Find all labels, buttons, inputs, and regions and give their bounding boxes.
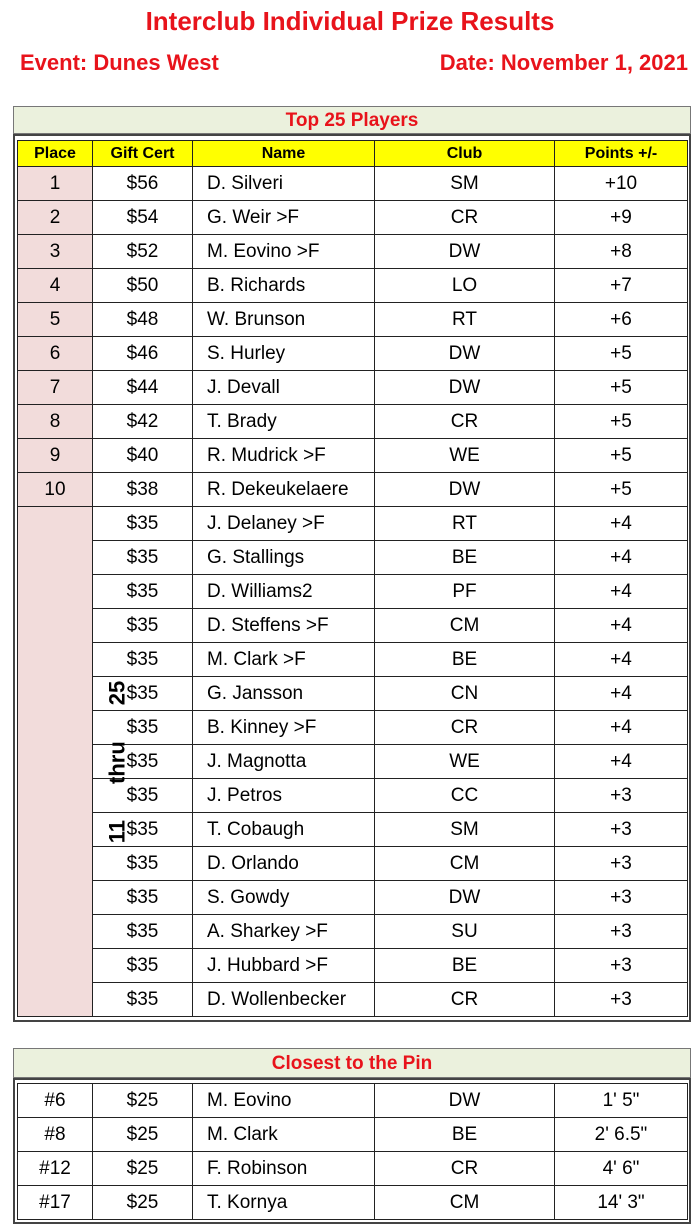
club-cell: RT [375, 303, 555, 337]
gift-cert-cell: $46 [93, 337, 193, 371]
points-cell: +6 [555, 303, 688, 337]
player-name-cell: D. Orlando [193, 847, 375, 881]
points-cell: +4 [555, 643, 688, 677]
club-cell: CN [375, 677, 555, 711]
table-row [18, 983, 688, 1017]
club-cell: PF [375, 575, 555, 609]
top25-header-row [18, 141, 688, 167]
club-cell: CM [375, 609, 555, 643]
table-row [18, 201, 688, 235]
place-cell: 8 [18, 405, 93, 439]
club-cell: SM [375, 813, 555, 847]
points-cell: +4 [555, 575, 688, 609]
points-cell: +4 [555, 609, 688, 643]
place-cell: 2 [18, 201, 93, 235]
club-cell: DW [375, 1084, 555, 1118]
place-cell: 7 [18, 371, 93, 405]
points-cell: +8 [555, 235, 688, 269]
place-range-cell [18, 507, 130, 1017]
club-cell: CR [375, 201, 555, 235]
points-cell: +3 [555, 949, 688, 983]
hole-cell: #8 [18, 1118, 93, 1152]
table-row [18, 235, 688, 269]
gift-cert-cell: $48 [93, 303, 193, 337]
place-cell: 10 [18, 473, 93, 507]
col-header-place: Place [18, 141, 93, 167]
points-cell: +5 [555, 371, 688, 405]
gift-cert-cell: $35 [93, 609, 193, 643]
player-name-cell: D. Steffens >F [193, 609, 375, 643]
table-row [18, 371, 688, 405]
gift-cert-cell: $25 [93, 1152, 193, 1186]
club-cell: CR [375, 711, 555, 745]
gift-cert-cell: $44 [93, 371, 193, 405]
player-name-cell: G. Stallings [193, 541, 375, 575]
points-cell: +3 [555, 813, 688, 847]
player-name-cell: F. Robinson [193, 1152, 375, 1186]
club-cell: DW [375, 371, 555, 405]
top25-table [17, 140, 688, 1017]
club-cell: CC [375, 779, 555, 813]
gift-cert-cell: $35 [93, 541, 193, 575]
table-row [18, 1186, 688, 1220]
place-range-from: 11 [104, 819, 130, 843]
player-name-cell: J. Delaney >F [193, 507, 375, 541]
hole-cell: #6 [18, 1084, 93, 1118]
table-row [18, 167, 688, 201]
gift-cert-cell: $35 [93, 745, 193, 779]
col-header-points: Points +/- [555, 141, 688, 167]
club-cell: BE [375, 949, 555, 983]
table-row [18, 405, 688, 439]
player-name-cell: G. Weir >F [193, 201, 375, 235]
player-name-cell: M. Clark [193, 1118, 375, 1152]
table-row [18, 915, 688, 949]
place-cell: 3 [18, 235, 93, 269]
club-cell: SM [375, 167, 555, 201]
gift-cert-cell: $52 [93, 235, 193, 269]
table-row [18, 269, 688, 303]
player-name-cell: M. Clark >F [193, 643, 375, 677]
col-header-name: Name [193, 141, 375, 167]
page-title: Interclub Individual Prize Results [145, 6, 555, 36]
player-name-cell: J. Petros [193, 779, 375, 813]
gift-cert-cell: $35 [93, 779, 193, 813]
club-cell: SU [375, 915, 555, 949]
gift-cert-cell: $25 [93, 1186, 193, 1220]
player-name-cell: B. Kinney >F [193, 711, 375, 745]
gift-cert-cell: $50 [93, 269, 193, 303]
club-cell: BE [375, 541, 555, 575]
club-cell: BE [375, 643, 555, 677]
place-range-to: 25 [104, 680, 130, 705]
gift-cert-cell: $35 [93, 711, 193, 745]
gift-cert-cell: $35 [93, 847, 193, 881]
place-cell: 9 [18, 439, 93, 473]
gift-cert-cell: $35 [93, 643, 193, 677]
player-name-cell: J. Devall [193, 371, 375, 405]
gift-cert-cell: $40 [93, 439, 193, 473]
club-cell: CM [375, 1186, 555, 1220]
points-cell: +9 [555, 201, 688, 235]
club-cell: LO [375, 269, 555, 303]
player-name-cell: B. Richards [193, 269, 375, 303]
club-cell: BE [375, 1118, 555, 1152]
player-name-cell: D. Silveri [193, 167, 375, 201]
points-cell: +4 [555, 677, 688, 711]
gift-cert-cell: $35 [93, 915, 193, 949]
table-row [18, 949, 688, 983]
club-cell: CR [375, 983, 555, 1017]
points-cell: +3 [555, 847, 688, 881]
gift-cert-cell: $35 [93, 881, 193, 915]
club-cell: DW [375, 337, 555, 371]
table-row [18, 303, 688, 337]
club-cell: CR [375, 1152, 555, 1186]
table-row [18, 507, 688, 541]
table-row [18, 1084, 688, 1118]
date-label: Date: November 1, 2021 [439, 50, 688, 75]
club-cell: CM [375, 847, 555, 881]
points-cell: +5 [555, 439, 688, 473]
player-name-cell: T. Cobaugh [193, 813, 375, 847]
player-name-cell: T. Brady [193, 405, 375, 439]
table-row [18, 473, 688, 507]
player-name-cell: G. Jansson [193, 677, 375, 711]
points-cell: +7 [555, 269, 688, 303]
player-name-cell: D. Williams2 [193, 575, 375, 609]
points-cell: +5 [555, 337, 688, 371]
gift-cert-cell: $25 [93, 1084, 193, 1118]
player-name-cell: R. Mudrick >F [193, 439, 375, 473]
gift-cert-cell: $35 [93, 507, 193, 541]
place-cell: 5 [18, 303, 93, 337]
table-row [18, 609, 688, 643]
table-row [18, 881, 688, 915]
player-name-cell: R. Dekeukelaere [193, 473, 375, 507]
gift-cert-cell: $42 [93, 405, 193, 439]
distance-cell: 14' 3" [555, 1186, 688, 1220]
points-cell: +4 [555, 541, 688, 575]
distance-cell: 4' 6" [555, 1152, 688, 1186]
club-cell: WE [375, 439, 555, 473]
points-cell: +4 [555, 507, 688, 541]
points-cell: +5 [555, 473, 688, 507]
place-cell: 4 [18, 269, 93, 303]
top25-section-title: Top 25 Players [13, 106, 691, 134]
gift-cert-cell: $35 [93, 677, 193, 711]
table-row [18, 575, 688, 609]
club-cell: WE [375, 745, 555, 779]
gift-cert-cell: $56 [93, 167, 193, 201]
points-cell: +3 [555, 915, 688, 949]
player-name-cell: S. Hurley [193, 337, 375, 371]
player-name-cell: M. Eovino [193, 1084, 375, 1118]
gift-cert-cell: $38 [93, 473, 193, 507]
club-cell: CR [375, 405, 555, 439]
club-cell: DW [375, 881, 555, 915]
club-cell: RT [375, 507, 555, 541]
points-cell: +4 [555, 711, 688, 745]
gift-cert-cell: $35 [93, 949, 193, 983]
event-label: Event: Dunes West [20, 50, 219, 75]
player-name-cell: M. Eovino >F [193, 235, 375, 269]
points-cell: +4 [555, 745, 688, 779]
table-row [18, 337, 688, 371]
table-row [18, 439, 688, 473]
place-cell: 1 [18, 167, 93, 201]
player-name-cell: A. Sharkey >F [193, 915, 375, 949]
player-name-cell: T. Kornya [193, 1186, 375, 1220]
distance-cell: 1' 5" [555, 1084, 688, 1118]
table-row [18, 1118, 688, 1152]
points-cell: +3 [555, 881, 688, 915]
player-name-cell: W. Brunson [193, 303, 375, 337]
gift-cert-cell: $35 [93, 983, 193, 1017]
points-cell: +3 [555, 779, 688, 813]
player-name-cell: D. Wollenbecker [193, 983, 375, 1017]
distance-cell: 2' 6.5" [555, 1118, 688, 1152]
col-header-gift-cert: Gift Cert [93, 141, 193, 167]
club-cell: DW [375, 473, 555, 507]
player-name-cell: J. Magnotta [193, 745, 375, 779]
table-row [18, 1152, 688, 1186]
col-header-club: Club [375, 141, 555, 167]
points-cell: +5 [555, 405, 688, 439]
points-cell: +10 [555, 167, 688, 201]
gift-cert-cell: $54 [93, 201, 193, 235]
hole-cell: #17 [18, 1186, 93, 1220]
player-name-cell: J. Hubbard >F [193, 949, 375, 983]
place-range-word: thru [104, 740, 130, 784]
gift-cert-cell: $35 [93, 575, 193, 609]
club-cell: DW [375, 235, 555, 269]
hole-cell: #12 [18, 1152, 93, 1186]
gift-cert-cell: $25 [93, 1118, 193, 1152]
gift-cert-cell: $35 [93, 813, 193, 847]
table-row [18, 541, 688, 575]
pin-section-title: Closest to the Pin [13, 1048, 691, 1078]
pin-table [17, 1083, 688, 1220]
points-cell: +3 [555, 983, 688, 1017]
player-name-cell: S. Gowdy [193, 881, 375, 915]
place-cell: 6 [18, 337, 93, 371]
place-range-label [104, 662, 130, 861]
